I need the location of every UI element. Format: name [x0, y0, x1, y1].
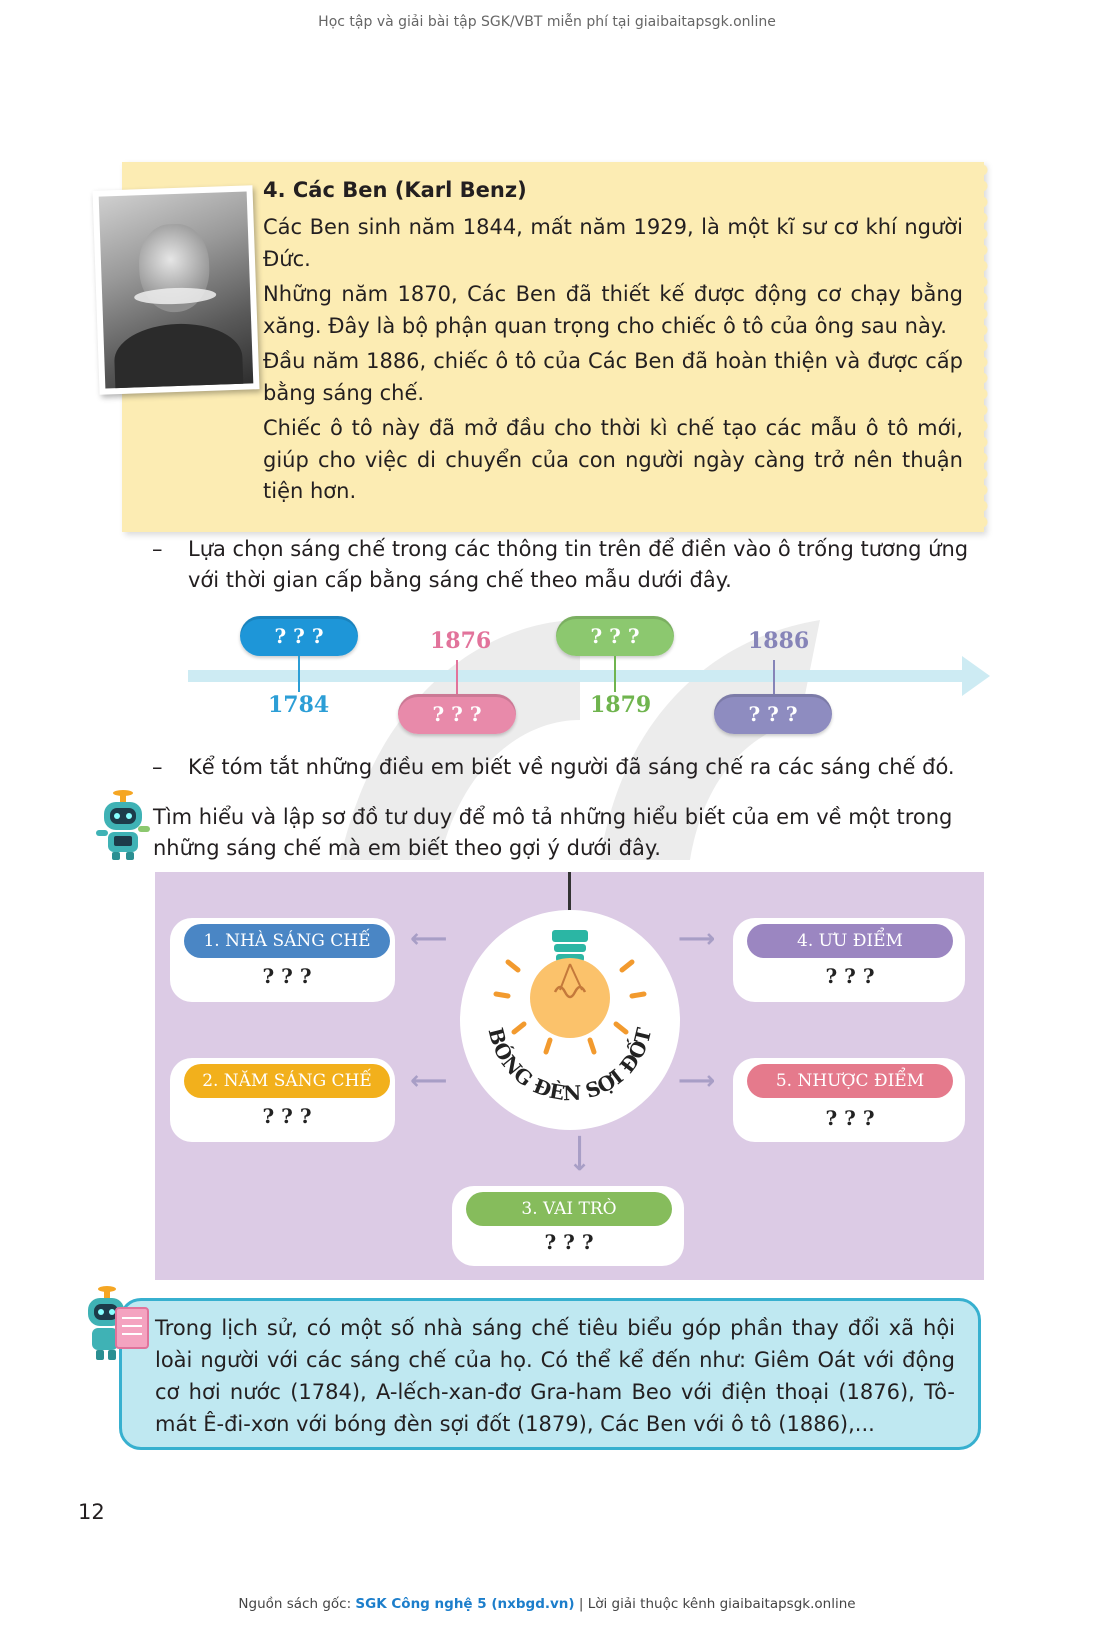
footer-prefix: Nguồn sách gốc: — [238, 1596, 356, 1612]
timeline-arrow-icon — [962, 656, 990, 696]
mindmap-node-value: ? ? ? — [825, 964, 875, 988]
task-instruction-2 — [152, 752, 984, 783]
timeline-year-1784: 1784 — [268, 692, 330, 718]
mindmap-node-label: 3. VAI TRÒ — [466, 1192, 672, 1226]
arrow-left-icon: ⟵ — [410, 1066, 448, 1096]
page-footer — [0, 1596, 1094, 1612]
robot-notebook-icon — [80, 1286, 152, 1366]
mindmap-node-label: 5. NHƯỢC ĐIỂM — [747, 1064, 953, 1098]
arrow-left-icon: ⟵ — [410, 924, 448, 954]
timeline-year-1876: 1876 — [430, 628, 492, 654]
robot-mascot-icon — [92, 790, 154, 862]
bio-paragraph: Các Ben sinh năm 1844, mất năm 1929, là một kĩ sư cơ khí người Đức. — [263, 215, 963, 271]
timeline-year-1879: 1879 — [590, 692, 652, 718]
explore-text: Tìm hiểu và lập sơ đồ tư duy để mô tả những hiểu biết của em về một trong những sáng chế mà em biết theo gợi ý dưới đây. — [153, 805, 953, 860]
footer-source-link[interactable]: SGK Công nghệ 5 (nxbgd.vn) — [355, 1596, 575, 1612]
footer-suffix: | Lời giải thuộc kênh giaibaitapsgk.online — [574, 1596, 856, 1612]
task-instruction-1 — [152, 534, 984, 596]
bio-paragraph: Chiếc ô tô này đã mở đầu cho thời kì chế tạo các mẫu ô tô mới, giúp cho việc di chuyển của con người ngày càng trở nên thuận tiện hơn. — [263, 416, 963, 503]
mindmap-node-label: 1. NHÀ SÁNG CHẾ — [184, 924, 390, 958]
arrow-down-icon: ⟶ — [564, 1134, 595, 1172]
task-text: Kể tóm tắt những điều em biết về người đã sáng chế ra các sáng chế đó. — [188, 755, 955, 779]
timeline-year-1886: 1886 — [748, 628, 810, 654]
timeline-pill-1876: ? ? ? — [398, 694, 516, 734]
mindmap-center-label-arc — [460, 910, 680, 1130]
task-text: Lựa chọn sáng chế trong các thông tin trên để điền vào ô trống tương ứng với thời gian cấp bằng sáng chế theo mẫu dưới đây. — [188, 537, 969, 592]
timeline-tick — [773, 660, 775, 694]
mindmap-node-value: ? ? ? — [825, 1106, 875, 1130]
arrow-right-icon: ⟶ — [678, 1066, 716, 1096]
section-title: 4. Các Ben (Karl Benz) — [263, 178, 527, 202]
info-text: Trong lịch sử, có một số nhà sáng chế tiêu biểu góp phần thay đổi xã hội loài người với các sáng chế của họ. Có thể kể đến như: Giêm Oát với động cơ hơi nước (1784), A-lếch-xan-đơ Gra-ham Beo với điện thoại (1876), Tô-mát Ê-đi-xơn với bóng đèn sợi đốt (1879), Các Ben với ô tô (1886),... — [155, 1316, 955, 1436]
karl-benz-portrait — [92, 185, 259, 394]
timeline-tick — [614, 656, 616, 692]
timeline-pill-1879: ? ? ? — [556, 616, 674, 656]
page-header: Học tập và giải bài tập SGK/VBT miễn phí tại giaibaitapsgk.online — [318, 14, 776, 30]
timeline-pill-1784: ? ? ? — [240, 616, 358, 656]
svg-text:BÓNG ĐÈN SỢI ĐỐT — [484, 1025, 657, 1105]
explore-instruction — [153, 802, 985, 864]
timeline-axis — [188, 670, 968, 682]
bio-paragraph: Những năm 1870, Các Ben đã thiết kế được động cơ chạy bằng xăng. Đây là bộ phận quan trọng cho chiếc ô tô của ông sau này. — [263, 282, 963, 338]
mindmap-node-value: ? ? ? — [262, 1104, 312, 1128]
mindmap-node-label: 4. ƯU ĐIỂM — [747, 924, 953, 958]
mindmap-node-value: ? ? ? — [544, 1230, 594, 1254]
timeline-pill-1886: ? ? ? — [714, 694, 832, 734]
bio-paragraph: Đầu năm 1886, chiếc ô tô của Các Ben đã hoàn thiện và được cấp bằng sáng chế. — [263, 349, 963, 405]
timeline-tick — [298, 656, 300, 692]
mindmap-center-label: BÓNG ĐÈN SỢI ĐỐT — [483, 1025, 657, 1106]
dash-bullet: – — [152, 537, 163, 561]
dash-bullet: – — [152, 755, 163, 779]
page-number: 12 — [78, 1500, 105, 1524]
timeline-tick — [456, 660, 458, 694]
karl-benz-bio — [263, 212, 963, 512]
mindmap-node-label: 2. NĂM SÁNG CHẾ — [184, 1064, 390, 1098]
arrow-right-icon: ⟶ — [678, 924, 716, 954]
mindmap-node-value: ? ? ? — [262, 964, 312, 988]
